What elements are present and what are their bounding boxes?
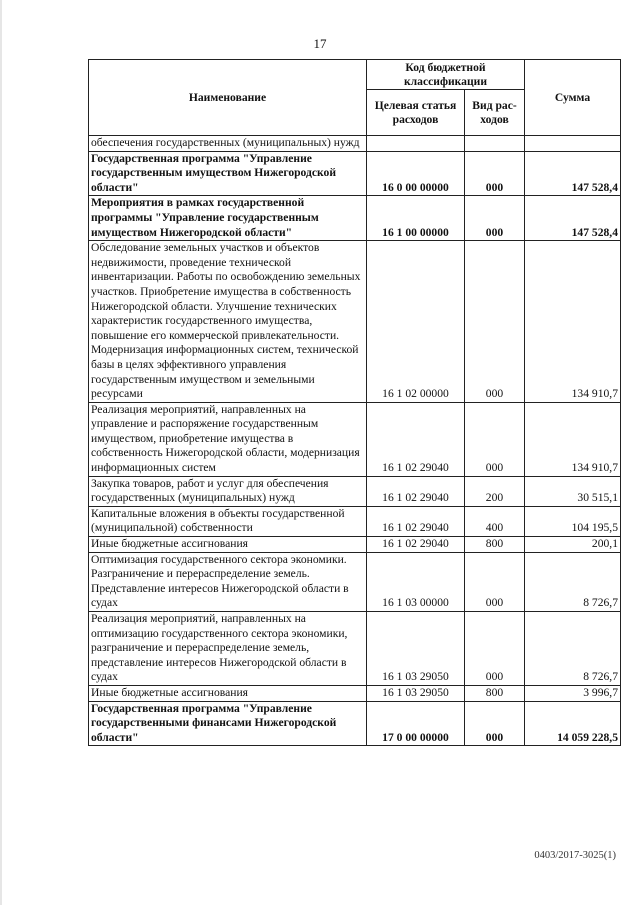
row-type-cell: 000 [465, 612, 525, 686]
row-amount-cell: 147 528,4 [525, 196, 621, 241]
header-name: Наименование [89, 60, 367, 136]
row-name-cell: обеспечения государственных (муниципальных) нужд [89, 136, 367, 152]
row-amount-cell: 134 910,7 [525, 402, 621, 476]
row-type-cell: 800 [465, 537, 525, 553]
row-code-cell: 16 1 02 00000 [367, 241, 465, 403]
row-amount-cell: 3 996,7 [525, 685, 621, 701]
row-type-cell: 000 [465, 196, 525, 241]
header-budget-code: Код бюджетной классификации [367, 60, 525, 90]
row-type-cell: 000 [465, 151, 525, 196]
table-row [89, 552, 621, 611]
row-code-cell: 16 1 02 29040 [367, 537, 465, 553]
table-row [89, 537, 621, 553]
row-type-cell: 000 [465, 241, 525, 403]
row-name-cell: Закупка товаров, работ и услуг для обеспечения государственных (муниципальных) нужд [89, 476, 367, 506]
row-name-cell: Обследование земельных участков и объектов недвижимости, проведение технической инвентаризации. Работы по освобождению земельных участков. Приобретение имущества в собственность Нижегородской области. Улучшение технических характеристик государственного имущества, повышение его коммерческой привлекательности. Модернизация информационных систем, технической базы в целях эффективного управления государственным имуществом и земельными ресурсами [89, 241, 367, 403]
row-name-cell: Капитальные вложения в объекты государственной (муниципальной) собственности [89, 506, 367, 536]
row-name-cell: Иные бюджетные ассигнования [89, 537, 367, 553]
document-code: 0403/2017-3025(1) [534, 850, 616, 861]
row-name-cell: Государственная программа "Управление государственными финансами Нижегородской области" [89, 701, 367, 746]
row-code-cell: 16 0 00 00000 [367, 151, 465, 196]
row-code-cell: 16 1 03 29050 [367, 612, 465, 686]
table-row [89, 402, 621, 476]
row-name-cell: Иные бюджетные ассигнования [89, 685, 367, 701]
table-row [89, 151, 621, 196]
row-name-cell: Государственная программа "Управление государственным имуществом Нижегородской области" [89, 151, 367, 196]
row-code-cell [367, 136, 465, 152]
row-type-cell: 000 [465, 402, 525, 476]
row-code-cell: 16 1 00 00000 [367, 196, 465, 241]
row-code-cell: 16 1 03 00000 [367, 552, 465, 611]
table-row [89, 476, 621, 506]
row-amount-cell: 200,1 [525, 537, 621, 553]
row-name-cell: Оптимизация государственного сектора экономики. Разграничение и перераспределение земель. Представление интересов Нижегородской области в судах [89, 552, 367, 611]
row-code-cell: 16 1 03 29050 [367, 685, 465, 701]
row-type-cell [465, 136, 525, 152]
row-amount-cell: 30 515,1 [525, 476, 621, 506]
row-code-cell: 16 1 02 29040 [367, 476, 465, 506]
table-row [89, 685, 621, 701]
row-name-cell: Реализация мероприятий, направленных на оптимизацию государственного сектора экономики, разграничение и перераспределение земель, представление интересов Нижегородской области в судах [89, 612, 367, 686]
budget-table [88, 59, 621, 746]
row-code-cell: 16 1 02 29040 [367, 402, 465, 476]
table-row [89, 612, 621, 686]
header-target-article: Целевая статья расходов [367, 90, 465, 136]
row-type-cell: 800 [465, 685, 525, 701]
header-amount: Сумма [525, 60, 621, 136]
table-row [89, 136, 621, 152]
row-code-cell: 16 1 02 29040 [367, 506, 465, 536]
row-amount-cell: 14 059 228,5 [525, 701, 621, 746]
header-expense-type: Вид рас-ходов [465, 90, 525, 136]
row-amount-cell: 8 726,7 [525, 612, 621, 686]
scan-edge [0, 0, 2, 905]
row-type-cell: 000 [465, 701, 525, 746]
table-row [89, 241, 621, 403]
table-row [89, 506, 621, 536]
row-type-cell: 000 [465, 552, 525, 611]
row-amount-cell: 147 528,4 [525, 151, 621, 196]
table-row [89, 196, 621, 241]
page-number: 17 [313, 36, 327, 51]
row-amount-cell: 134 910,7 [525, 241, 621, 403]
row-amount-cell [525, 136, 621, 152]
row-amount-cell: 8 726,7 [525, 552, 621, 611]
row-code-cell: 17 0 00 00000 [367, 701, 465, 746]
row-type-cell: 400 [465, 506, 525, 536]
table-row [89, 701, 621, 746]
row-type-cell: 200 [465, 476, 525, 506]
row-name-cell: Реализация мероприятий, направленных на управление и распоряжение государственным имуществом, приобретение имущества в собственность Нижегородской области, модернизация информационных систем [89, 402, 367, 476]
table-body [89, 136, 621, 746]
row-amount-cell: 104 195,5 [525, 506, 621, 536]
row-name-cell: Мероприятия в рамках государственной программы "Управление государственным имуществом Нижегородской области" [89, 196, 367, 241]
